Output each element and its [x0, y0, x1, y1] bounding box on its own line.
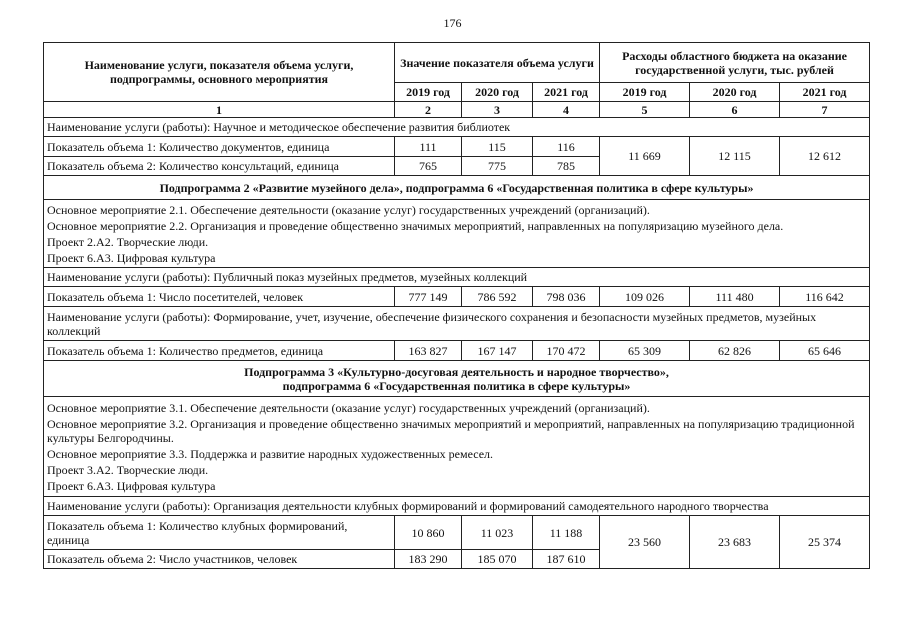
subprogram-title-line: Подпрограмма 3 «Культурно-досуговая деятельность и народное творчество»,: [244, 364, 669, 379]
service-row: [44, 307, 870, 341]
subprogram-row: [44, 361, 870, 397]
budget-cell: 116 642: [780, 287, 870, 307]
subprogram-title-line: подпрограмма 6 «Государственная политика в сфере культуры»: [282, 378, 631, 393]
indicator-label: Показатель объема 1: Число посетителей, человек: [44, 287, 395, 307]
measure-line: Основное мероприятие 2.2. Организация и проведение общественно значимых мероприятий, направленных на популяризацию музейного дела.: [47, 218, 784, 233]
value-cell: 183 290: [395, 550, 462, 569]
header-budget: Расходы областного бюджета на оказание государственной услуги, тыс. рублей: [600, 43, 870, 83]
indicator-row: [44, 516, 870, 550]
col-number: 4: [533, 102, 600, 118]
value-cell: 775: [462, 157, 533, 176]
budget-cell: 11 669: [600, 137, 690, 176]
year-cell: 2020 год: [690, 83, 780, 102]
header-name: Наименование услуги, показателя объема услуги, подпрограммы, основного мероприятия: [44, 43, 395, 102]
measure-line: Проект 6.А3. Цифровая культура: [47, 478, 216, 493]
measure-line: Основное мероприятие 3.2. Организация и проведение общественно значимых мероприятий и мероприятий, направленных на популяризацию традиционной культуры Белгородчины.: [47, 416, 855, 445]
col-number: 2: [395, 102, 462, 118]
value-cell: 785: [533, 157, 600, 176]
indicator-row: [44, 287, 870, 307]
budget-cell: 65 646: [780, 341, 870, 361]
value-cell: 777 149: [395, 287, 462, 307]
budget-cell: 109 026: [600, 287, 690, 307]
value-cell: 187 610: [533, 550, 600, 569]
value-cell: 11 023: [462, 516, 533, 550]
column-numbers-row: [44, 102, 870, 118]
budget-cell: 25 374: [780, 516, 870, 569]
value-cell: 798 036: [533, 287, 600, 307]
indicator-label: Показатель объема 1: Количество предметов, единица: [44, 341, 395, 361]
budget-table: [43, 42, 870, 569]
indicator-label: Показатель объема 2: Количество консультаций, единица: [44, 157, 395, 176]
value-cell: 167 147: [462, 341, 533, 361]
indicator-label: Показатель объема 2: Число участников, человек: [44, 550, 395, 569]
page-number: 176: [443, 16, 462, 30]
indicator-row: [44, 341, 870, 361]
value-cell: 111: [395, 137, 462, 157]
year-cell: 2021 год: [780, 83, 870, 102]
value-cell: 765: [395, 157, 462, 176]
measures-cell: [44, 397, 870, 497]
subprogram-title: Подпрограмма 2 «Развитие музейного дела», подпрограмма 6 «Государственная политика в сфере культуры»: [44, 176, 870, 200]
subprogram-row: [44, 176, 870, 200]
value-cell: 163 827: [395, 341, 462, 361]
year-cell: 2020 год: [462, 83, 533, 102]
value-cell: 10 860: [395, 516, 462, 550]
service-row: [44, 497, 870, 516]
service-name: Наименование услуги (работы): Публичный показ музейных предметов, музейных коллекций: [44, 268, 870, 287]
measures-row: [44, 397, 870, 497]
indicator-label: Показатель объема 1: Количество документов, единица: [44, 137, 395, 157]
measure-line: Основное мероприятие 2.1. Обеспечение деятельности (оказание услуг) государственных учреждений (организаций).: [47, 202, 650, 217]
value-cell: 115: [462, 137, 533, 157]
subprogram-title: [44, 361, 870, 397]
indicator-label: Показатель объема 1: Количество клубных формирований, единица: [44, 516, 395, 550]
service-row: [44, 118, 870, 137]
col-number: 7: [780, 102, 870, 118]
value-cell: 170 472: [533, 341, 600, 361]
measures-row: [44, 200, 870, 268]
year-cell: 2019 год: [395, 83, 462, 102]
budget-cell: 62 826: [690, 341, 780, 361]
col-number: 5: [600, 102, 690, 118]
budget-cell: 12 612: [780, 137, 870, 176]
budget-cell: 111 480: [690, 287, 780, 307]
service-name: Наименование услуги (работы): Научное и методическое обеспечение развития библиотек: [44, 118, 870, 137]
value-cell: 185 070: [462, 550, 533, 569]
budget-cell: 65 309: [600, 341, 690, 361]
budget-cell: 23 560: [600, 516, 690, 569]
year-cell: 2021 год: [533, 83, 600, 102]
value-cell: 116: [533, 137, 600, 157]
header-volume: Значение показателя объема услуги: [395, 43, 600, 83]
header-row: [44, 43, 870, 83]
measure-line: Основное мероприятие 3.3. Поддержка и развитие народных художественных ремесел.: [47, 446, 494, 461]
measures-cell: [44, 200, 870, 268]
service-name: Наименование услуги (работы): Формирование, учет, изучение, обеспечение физического сохранения и безопасности музейных предметов, музейных коллекций: [44, 307, 870, 341]
measure-line: Проект 3.А2. Творческие люди.: [47, 462, 209, 477]
value-cell: 786 592: [462, 287, 533, 307]
col-number: 1: [44, 102, 395, 118]
indicator-row: [44, 137, 870, 157]
measure-line: Основное мероприятие 3.1. Обеспечение деятельности (оказание услуг) государственных учреждений (организаций).: [47, 400, 650, 415]
measure-line: Проект 2.А2. Творческие люди.: [47, 234, 209, 249]
measure-line: Проект 6.А3. Цифровая культура: [47, 250, 216, 265]
col-number: 6: [690, 102, 780, 118]
service-name: Наименование услуги (работы): Организация деятельности клубных формирований и формирований самодеятельного народного творчества: [44, 497, 870, 516]
budget-cell: 23 683: [690, 516, 780, 569]
budget-cell: 12 115: [690, 137, 780, 176]
year-cell: 2019 год: [600, 83, 690, 102]
service-row: [44, 268, 870, 287]
value-cell: 11 188: [533, 516, 600, 550]
col-number: 3: [462, 102, 533, 118]
